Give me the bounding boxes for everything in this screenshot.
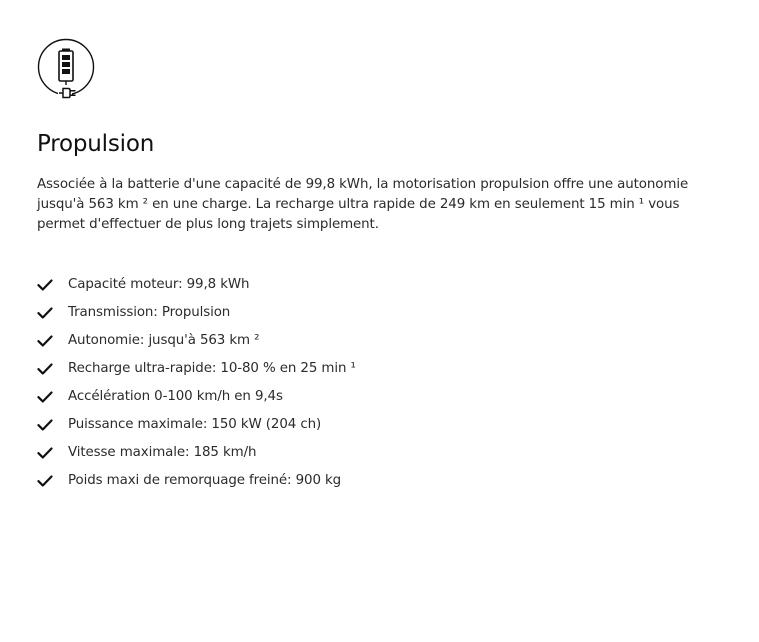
section-description: Associée à la batterie d'une capacité de 99,8 kWh, la motorisation propulsion offre une autonomie jusqu'à 563 km ² en une charge. La recharge ultra rapide de 249 km en seulement 15 min ¹ vous permet d'effectuer de plus long trajets simplement. — [37, 177, 689, 232]
spec-label: Accélération 0-100 km/h en 9,4s — [68, 389, 283, 404]
spec-item — [37, 467, 356, 495]
check-icon — [37, 278, 53, 292]
spec-label: Puissance maximale: 150 kW (204 ch) — [68, 417, 322, 432]
check-icon — [37, 362, 53, 376]
check-icon — [37, 418, 53, 432]
spec-label: Autonomie: jusqu'à 563 km ² — [68, 333, 260, 348]
check-icon — [37, 446, 53, 460]
spec-label: Recharge ultra-rapide: 10-80 % en 25 min ¹ — [68, 361, 356, 376]
spec-item — [37, 411, 356, 439]
spec-item — [37, 383, 356, 411]
check-icon — [37, 474, 53, 488]
spec-label: Poids maxi de remorquage freiné: 900 kg — [68, 473, 342, 488]
spec-list — [37, 271, 356, 495]
spec-item — [37, 327, 356, 355]
spec-label: Transmission: Propulsion — [68, 305, 231, 320]
section-title: Propulsion — [37, 131, 155, 157]
spec-item — [37, 439, 356, 467]
spec-item — [37, 299, 356, 327]
spec-item — [37, 271, 356, 299]
check-icon — [37, 306, 53, 320]
check-icon — [37, 390, 53, 404]
check-icon — [37, 334, 53, 348]
spec-item — [37, 355, 356, 383]
spec-label: Vitesse maximale: 185 km/h — [68, 445, 257, 460]
battery-charge-icon — [37, 38, 97, 100]
spec-label: Capacité moteur: 99,8 kWh — [68, 277, 250, 292]
